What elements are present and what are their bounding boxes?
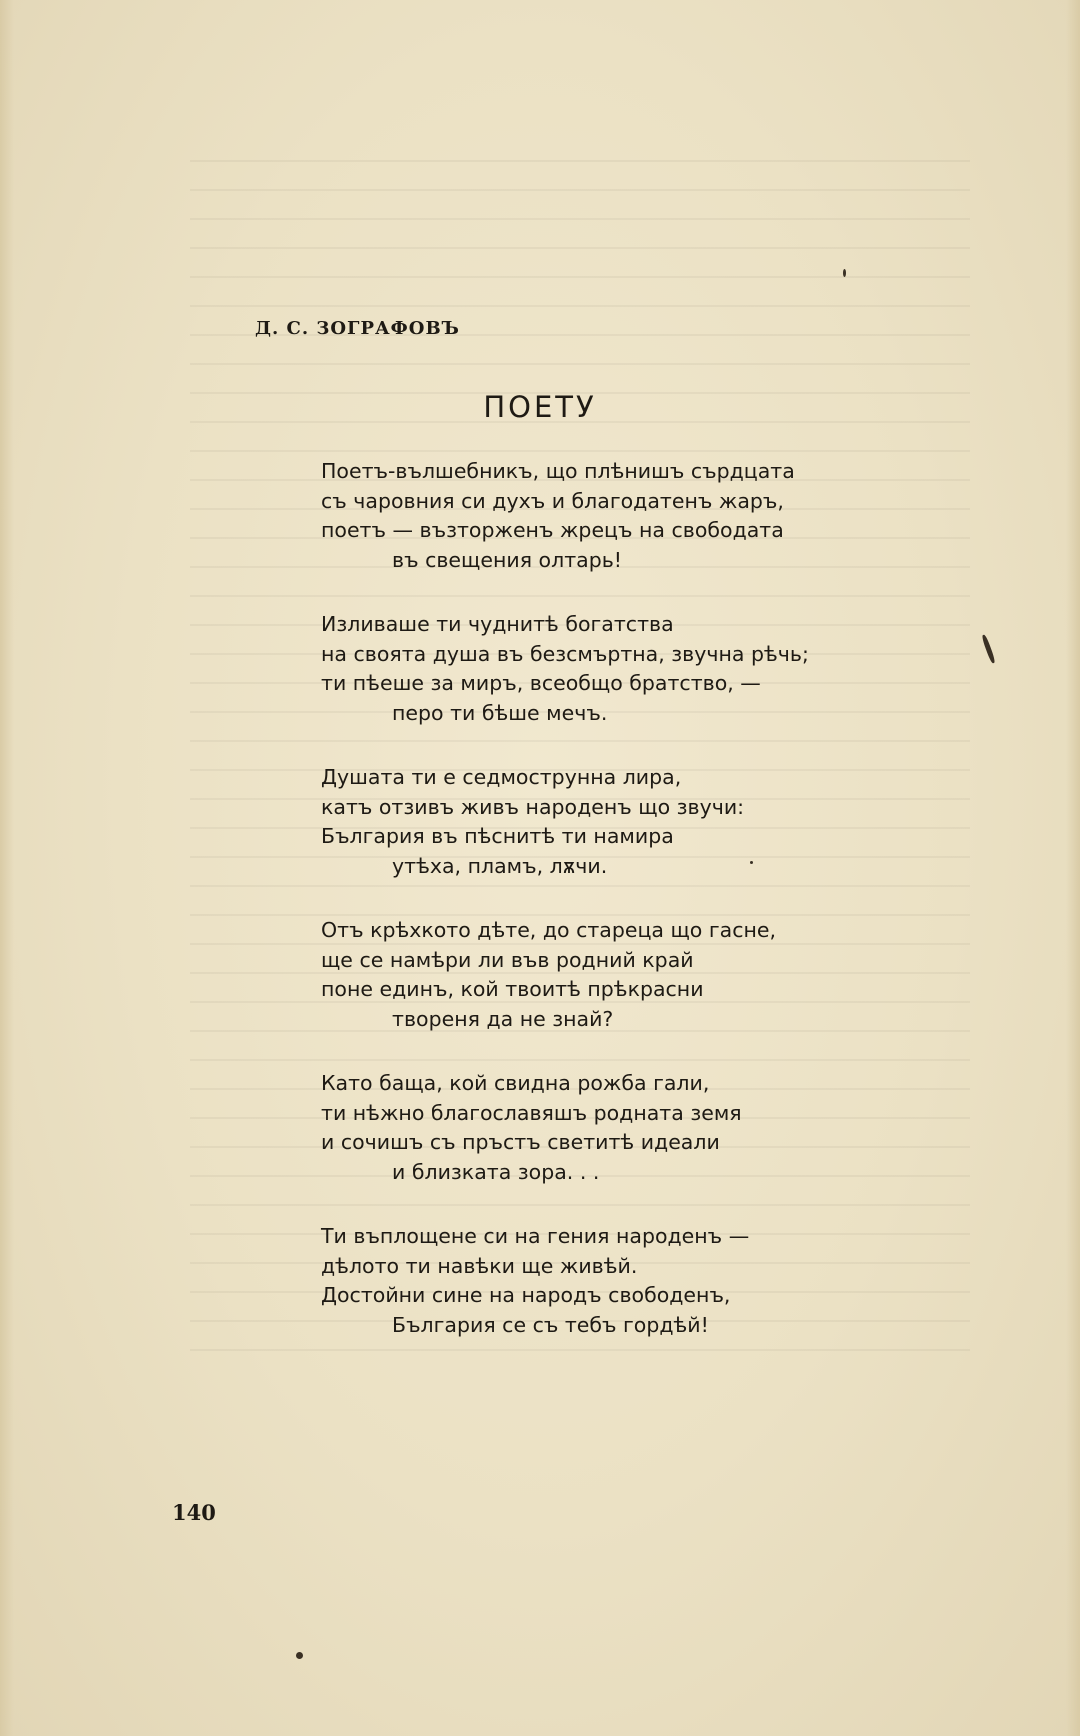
poem-line-indented: перо ти бѣше мечъ. bbox=[392, 700, 608, 725]
poem-line: съ чаровния си духъ и благодатенъ жаръ, bbox=[321, 488, 784, 513]
poem-line: Ти въплощене си на гения народенъ — bbox=[321, 1224, 750, 1248]
poem-line: Отъ крѣхкото дѣте, до стареца що гасне, bbox=[321, 918, 777, 942]
stanza bbox=[321, 763, 921, 881]
ink-speck bbox=[750, 861, 753, 864]
poem-line: Достойни сине на народъ свободенъ, bbox=[321, 1283, 731, 1307]
page-edge-left bbox=[0, 0, 14, 1736]
page-number: 140 bbox=[172, 1500, 216, 1525]
poem-line: Поетъ-вълшебникъ, що плѣнишъ сърдцата bbox=[321, 459, 795, 483]
poem-body bbox=[321, 457, 921, 1375]
poem-line: катъ отзивъ живъ народенъ що звучи: bbox=[321, 794, 745, 819]
page-edge-right bbox=[1066, 0, 1080, 1736]
poem-line: дѣлото ти навѣки ще живѣй. bbox=[321, 1253, 638, 1278]
poem-title: ПОЕТУ bbox=[483, 390, 597, 424]
ink-speck bbox=[843, 269, 846, 277]
poem-line-indented: въ свещения олтарь! bbox=[392, 547, 623, 572]
poem-line: Като баща, кой свидна рожба гали, bbox=[321, 1071, 710, 1095]
poem-line: ще се намѣри ли във родний край bbox=[321, 947, 694, 972]
poem-line-indented: България се съ тебъ гордѣй! bbox=[392, 1312, 709, 1337]
poem-line-indented: твореня да не знай? bbox=[392, 1006, 614, 1031]
stanza bbox=[321, 1069, 921, 1187]
author-name: Д. С. ЗОГРАФОВЪ bbox=[255, 318, 460, 339]
ink-speck bbox=[296, 1652, 303, 1659]
poem-line: ти пѣеше за миръ, всеобщо братство, — bbox=[321, 671, 761, 695]
poem-line: Душата ти е седмострунна лира, bbox=[321, 765, 682, 789]
poem-line: и сочишъ съ пръстъ светитѣ идеали bbox=[321, 1130, 720, 1154]
ink-speck bbox=[981, 634, 996, 664]
stanza bbox=[321, 457, 921, 575]
poem-line-indented: утѣха, пламъ, лѫчи. bbox=[392, 853, 608, 878]
poem-line-indented: и близката зора. . . bbox=[392, 1159, 600, 1184]
stanza bbox=[321, 1222, 921, 1340]
poem-line: България въ пѣснитѣ ти намира bbox=[321, 824, 674, 848]
poem-line: на своята душа въ безсмъртна, звучна рѣчь; bbox=[321, 641, 809, 666]
poem-line: Изливаше ти чуднитѣ богатства bbox=[321, 612, 674, 636]
stanza bbox=[321, 916, 921, 1034]
stanza bbox=[321, 610, 921, 728]
poem-line: поетъ — възторженъ жрецъ на свободата bbox=[321, 518, 784, 542]
poem-line: ти нѣжно благославяшъ родната земя bbox=[321, 1100, 742, 1125]
poem-line: поне единъ, кой твоитѣ прѣкрасни bbox=[321, 977, 704, 1001]
